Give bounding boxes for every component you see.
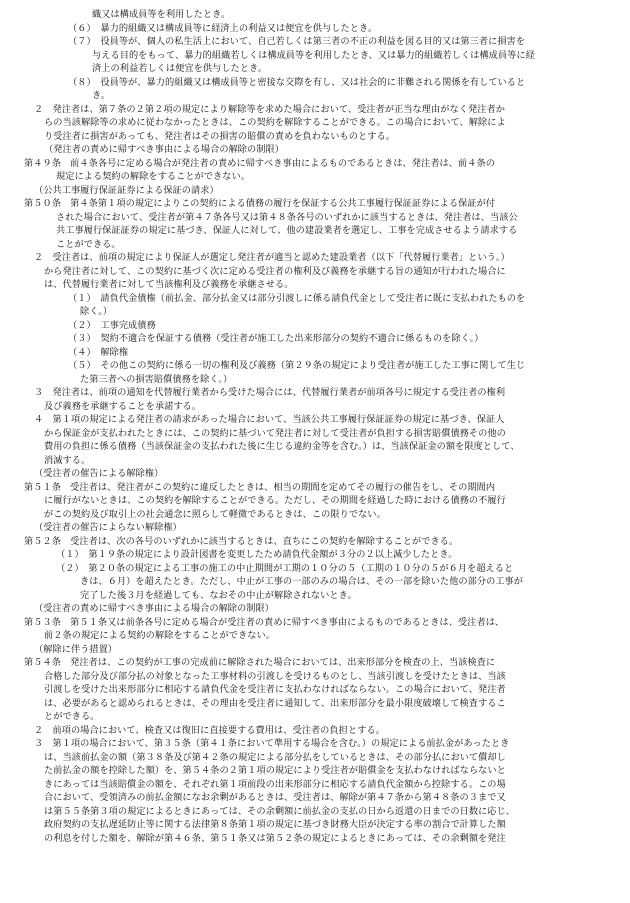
text-line: がこの契約及び取引上の社会通念に照らして軽微であるときは、この限りでない。 bbox=[44, 508, 386, 520]
text-line: 第５１条 受注者は、発注者がこの契約に違反したときは、相当の期間を定めてその履行の催告をし、その期間内 bbox=[24, 481, 496, 493]
text-line: （３） 契約不適合を保証する債務（受注者が施工した出来形部分の契約不適合に係るものを除く。） bbox=[68, 333, 484, 344]
text-line: 第５２条 受注者は、次の各号のいずれかに該当するときは、直ちにこの契約を解除することができる。 bbox=[24, 535, 459, 547]
text-line: （受注者の責めに帰すべき事由による場合の解除の制限） bbox=[34, 603, 274, 614]
text-line: とができる。 bbox=[44, 711, 100, 722]
text-line: ことができる。 bbox=[56, 238, 121, 250]
text-line: 除く。） bbox=[80, 306, 113, 317]
text-line: ２ 前項の場合において、検査又は復旧に直接要する費用は、受注者の負担とする。 bbox=[34, 724, 385, 736]
text-line: は、代替履行業者に対して当該権利及び義務を承継させる。 bbox=[44, 279, 294, 290]
text-line: 消滅する。 bbox=[44, 454, 91, 466]
text-line: 前２条の規定による契約の解除をすることができない。 bbox=[44, 630, 275, 641]
text-line: 第５３条 第５１条又は前条各号に定める場合が受注者の責めに帰すべき事由によるものであるときは、受注者は、 bbox=[24, 616, 505, 628]
text-line: （４） 解除権 bbox=[68, 346, 129, 358]
text-line: （公共工事履行保証証券による保証の請求） bbox=[34, 184, 219, 196]
text-line: された場合において、受注者が第４７条各号又は第４８条各号のいずれかに該当するときは、発注者は、当該公 bbox=[56, 211, 518, 223]
text-line: 政府契約の支払遅延防止等に関する法律第８条第１項の規定に基づき財務大臣が決定する率の割合で計算した額 bbox=[44, 819, 506, 830]
text-line: た前払金の額を控除した額）を、第５４条の２第１項の規定により受注者が賠償金を支払わなければならないと bbox=[44, 765, 506, 776]
text-line: き。 bbox=[92, 90, 111, 101]
text-line: ３ 第１項の場合において、第３５条（第４１条において準用する場合を含む。）の規定による前払金があったとき bbox=[34, 738, 510, 749]
text-line: （解除に伴う措置） bbox=[34, 643, 118, 655]
text-line: 費用の負担に係る債務（当該保証金の支払われた後に生じる違約金等を含む。）は、当該保証金の額を限度として、 bbox=[44, 441, 520, 452]
text-line: 規定による契約の解除をすることができない。 bbox=[56, 171, 250, 182]
text-line: は第５５条第３項の規定によるときにあっては、その余剰額に前払金の支払の日から返還の日までの日数に応じ、 bbox=[44, 805, 516, 817]
text-line: ４ 第１項の規定による発注者の請求があった場合において、当該公共工事履行保証証券の規定に基づき、保証人 bbox=[34, 414, 505, 425]
text-line: （１） 請負代金債権（前払金、部分払金又は部分引渡しに係る請負代金として受注者に既に支払われたものを bbox=[68, 292, 526, 304]
text-line: （５） その他この契約に係る一切の権利及び義務（第２９条の規定により受注者が施工した工事に関して生じ bbox=[68, 360, 526, 371]
text-line: 完了した後３月を経過しても、なおその中止が解除されないとき。 bbox=[80, 589, 357, 601]
text-line: 合格した部分及び部分払の対象となった工事材料の引渡しを受けるものとし、当該引渡しを受けたときは、当該 bbox=[44, 670, 506, 682]
text-line: 第５４条 発注者は、この契約が工事の完成前に解除された場合においては、出来形部分を検査の上、当該検査に bbox=[24, 657, 496, 668]
text-line: （６） 暴力的組織又は構成員等に経済上の利益又は便宜を供与したとき。 bbox=[68, 22, 378, 34]
text-line: 第４９条 前４条各号に定める場合が発注者の責めに帰すべき事由によるものであるときは、発注者は、前４条の bbox=[24, 157, 495, 169]
text-line: 合において、受領済みの前払金額になお余剰があるときは、受注者は、解除が第４７条から第４８条の３まで又 bbox=[44, 792, 506, 803]
text-line: きにあっては当該賠償金の額を、それぞれ第１項前段の出来形部分に相応する請負代金額から控除する。この場 bbox=[44, 778, 506, 790]
text-line: （受注者の催告によらない解除権） bbox=[34, 522, 182, 533]
text-line: 共工事履行保証証券の規定に基づき、保証人に対して、他の建設業者を選定し、工事を完成させるよう請求する bbox=[56, 225, 518, 236]
text-line: 織又は構成員等を利用したとき。 bbox=[92, 9, 231, 20]
text-line: （１） 第１９条の規定により設計図書を変更したため請負代金額が３分の２以上減少したとき。 bbox=[56, 549, 458, 560]
text-line: 第５０条 第４条第１項の規定によりこの契約による債務の履行を保証する公共工事履行保証証券による保証が付 bbox=[24, 198, 496, 209]
text-line: （発注者の責めに帰すべき事由による場合の解除の制限） bbox=[44, 144, 284, 155]
text-line: 済上の利益若しくは便宜を供与したとき。 bbox=[92, 63, 268, 74]
text-line: 与える目的をもって、暴力的組織若しくは構成員等を利用したとき、又は暴力的組織若しくは構成員等に経 bbox=[92, 49, 535, 61]
text-line: の利息を付した額を、解除が第４６条、第５１条又は第５２条の規定によるときにあっては、その余剰額を発注 bbox=[44, 832, 506, 844]
text-line: 引渡しを受けた出来形部分に相応する請負代金を受注者に支払わなければならない。この場合において、発注者 bbox=[44, 684, 506, 695]
text-line: から発注者に対して、この契約に基づく次に定める受注者の権利及び義務を承継する旨の通知が行われた場合に bbox=[44, 265, 506, 277]
text-line: ２ 発注者は、第７条の２第２項の規定により解除等を求めた場合において、受注者が正当な理由がなく発注者か bbox=[34, 103, 505, 115]
text-line: らの当該解除等の求めに従わなかったときは、この契約を解除することができる。この場合において、解除によ bbox=[44, 117, 506, 128]
text-line: （２） 工事完成債務 bbox=[68, 319, 156, 331]
text-line: ２ 受注者は、前項の規定により保証人が選定し発注者が適当と認めた建設業者（以下「代替履行業者」という。） bbox=[34, 252, 510, 263]
text-line: は、必要があると認められるときは、その理由を受注者に通知して、出来形部分を最小限度破壊して検査するこ bbox=[44, 697, 506, 709]
text-line: から保証金が支払われたときには、この契約に基づいて発注者に対して受注者が負担する損害賠償債務その他の bbox=[44, 427, 506, 439]
text-line: り受注者に損害があっても、発注者はその損害の賠償の責めを負わないものとする。 bbox=[44, 130, 395, 142]
text-line: （受注者の催告による解除権） bbox=[34, 468, 164, 479]
text-line: は、当該前払金の額（第３８条及び第４２条の規定による部分払をしているときは、その部分払において償却し bbox=[44, 751, 506, 763]
text-line: た第三者への損害賠償債務を除く。） bbox=[80, 373, 233, 385]
text-line: に履行がないときは、この契約を解除することができる。ただし、その期間を経過した時における債務の不履行 bbox=[44, 495, 506, 506]
text-line: （２） 第２０条の規定による工事の施工の中止期間が工期の１０分の５（工期の１０分の５が６月を超えると bbox=[56, 562, 514, 574]
text-line: （７） 役員等が、個人の私生活上において、自己若しくは第三者の不正の利益を図る目的又は第三者に損害を bbox=[68, 36, 526, 47]
text-line: （８） 役員等が、暴力的組織又は構成員等と密接な交際を有し、又は社会的に非難される関係を有していると bbox=[68, 76, 526, 88]
text-line: ３ 発注者は、前項の通知を代替履行業者から受けた場合には、代替履行業者が前項各号に規定する受注者の権利 bbox=[34, 387, 506, 398]
text-line: 及び義務を承継することを承諾する。 bbox=[44, 400, 202, 412]
text-line: きは、６月）を超えたとき。ただし、中止が工事の一部のみの場合は、その一部を除いた他の部分の工事が bbox=[80, 576, 524, 587]
